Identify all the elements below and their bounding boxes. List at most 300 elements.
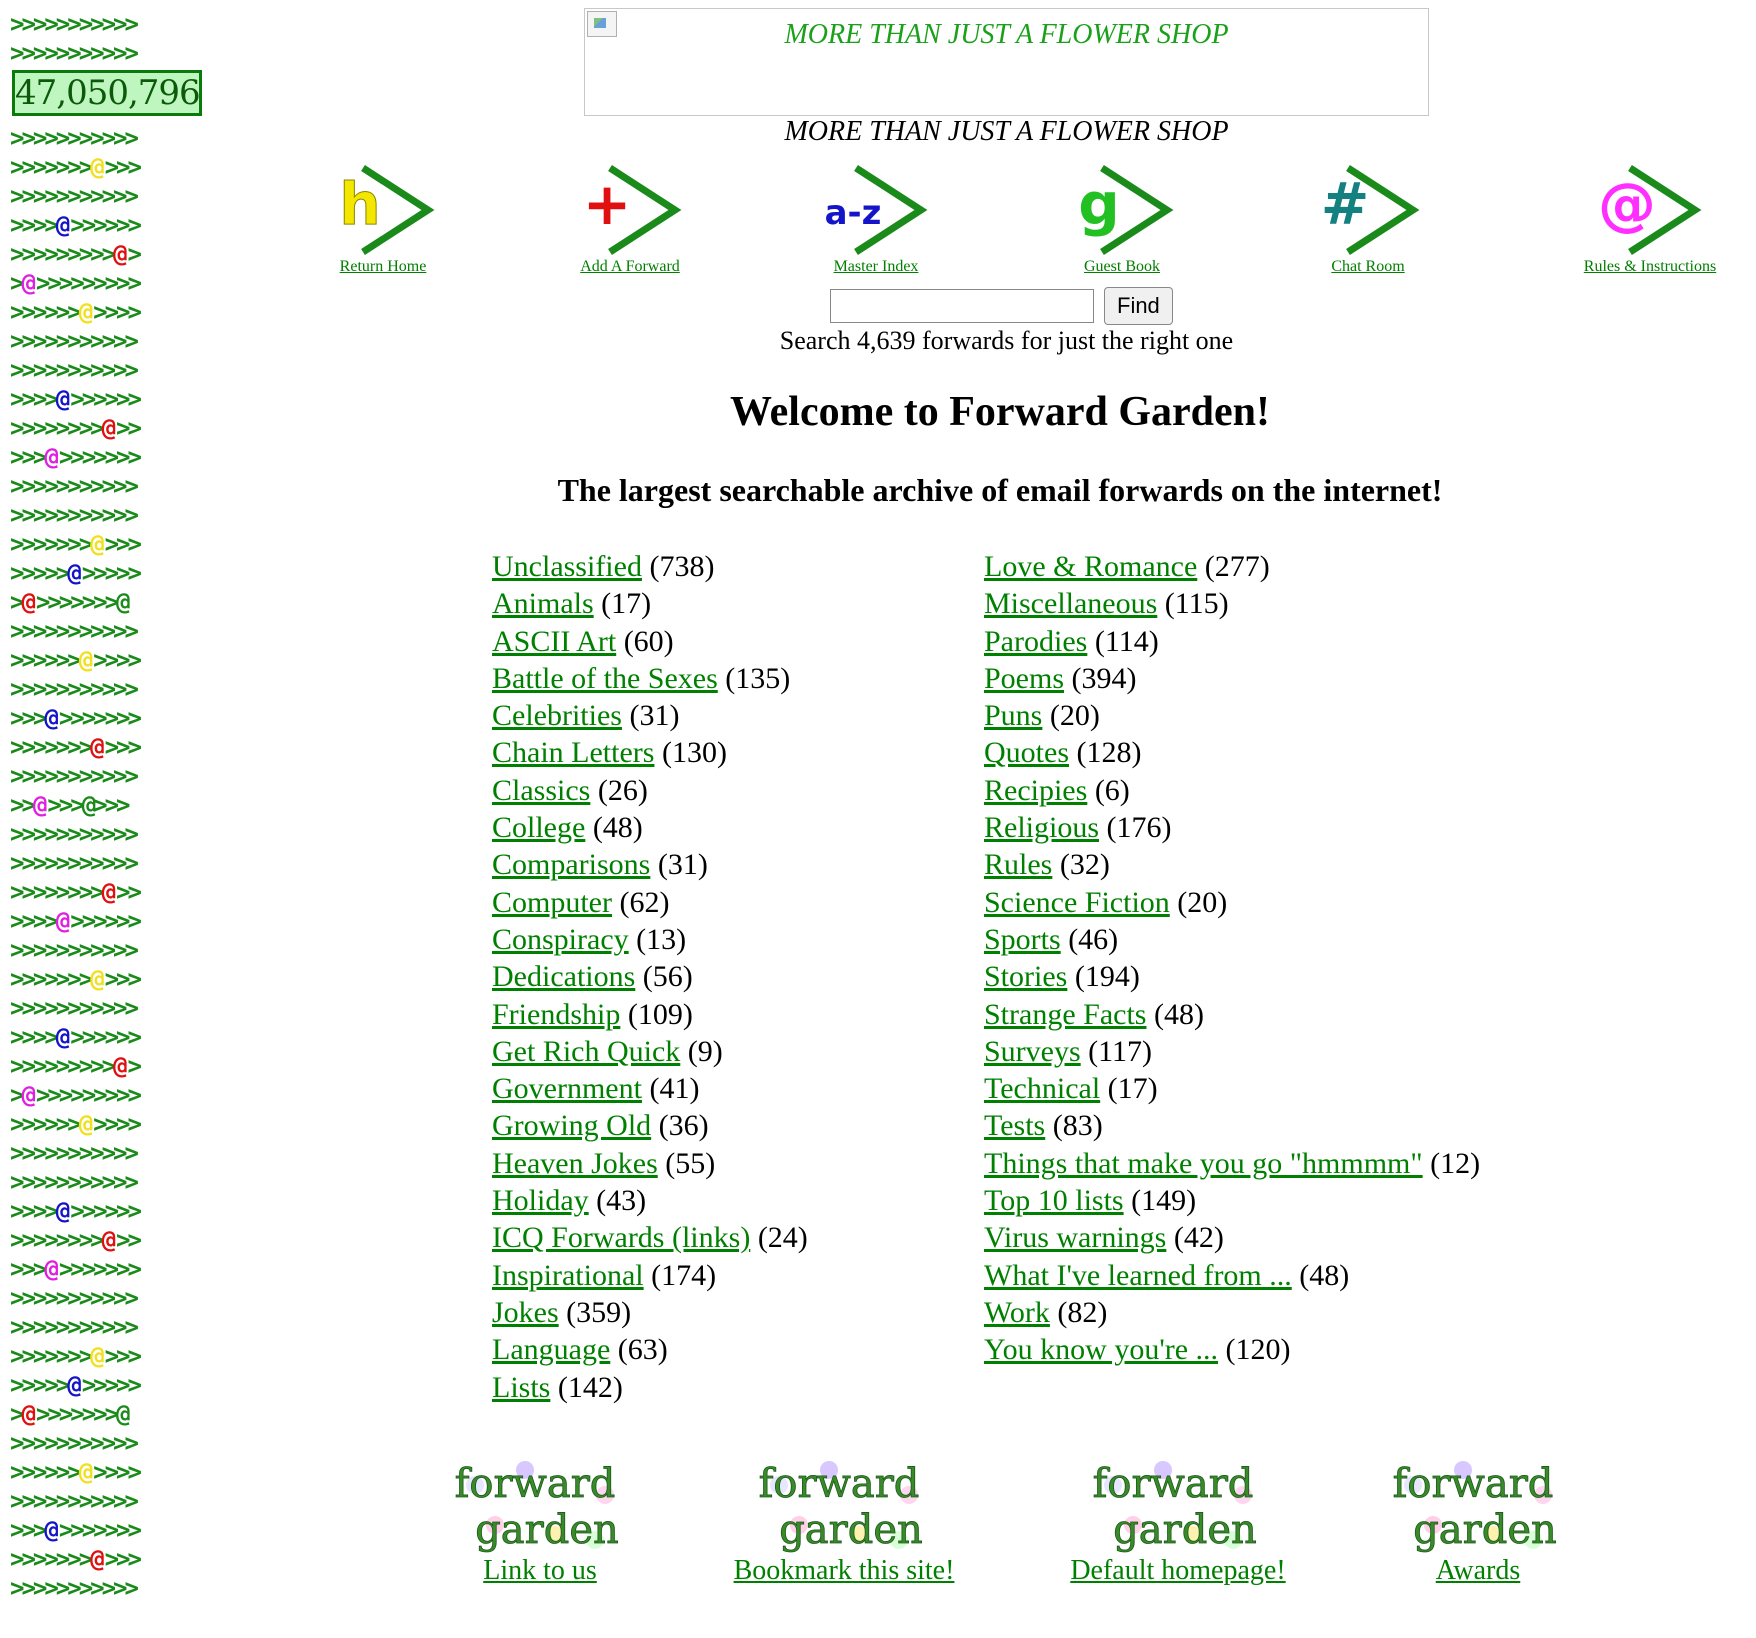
footer-badge bbox=[380, 1455, 700, 1587]
arrow-glyphs: >>> bbox=[104, 965, 139, 993]
category-item bbox=[984, 585, 1480, 622]
category-link[interactable]: Parodies bbox=[984, 624, 1088, 658]
a-z-index-icon[interactable] bbox=[821, 158, 931, 258]
category-count: (56) bbox=[642, 960, 693, 994]
at-symbol-icon: @ bbox=[90, 1342, 105, 1370]
arrow-glyphs: >>>>>>> bbox=[10, 733, 91, 761]
arrow-glyphs: >>>>>>> bbox=[58, 443, 139, 471]
category-count: (194) bbox=[1074, 960, 1140, 994]
at-symbol-icon: @ bbox=[44, 704, 59, 732]
arrow-row bbox=[10, 559, 210, 588]
category-link[interactable]: Celebrities bbox=[492, 699, 622, 733]
category-link[interactable]: Science Fiction bbox=[984, 885, 1170, 919]
hash-chat-icon[interactable] bbox=[1313, 158, 1423, 258]
arrow-glyphs: >>>@>>> bbox=[47, 791, 128, 819]
arrow-glyphs: >>>>>>>>>>> bbox=[10, 936, 136, 964]
category-link[interactable]: Surveys bbox=[984, 1034, 1081, 1068]
at-symbol-icon: @ bbox=[21, 1400, 36, 1428]
category-count: (32) bbox=[1059, 848, 1110, 882]
category-link[interactable]: Work bbox=[984, 1295, 1050, 1329]
category-item bbox=[984, 921, 1480, 958]
category-link[interactable]: Heaven Jokes bbox=[492, 1146, 658, 1180]
arrow-row bbox=[10, 936, 210, 965]
category-link[interactable]: Conspiracy bbox=[492, 922, 629, 956]
arrow-glyphs: > bbox=[10, 588, 22, 616]
category-link[interactable]: Growing Old bbox=[492, 1109, 652, 1143]
arrow-glyphs: >>>>>>>>>>> bbox=[10, 1487, 136, 1515]
page-subtitle: The largest searchable archive of email forwards on the internet! bbox=[557, 472, 1443, 508]
arrow-glyphs: >>>>> bbox=[81, 1371, 139, 1399]
category-item bbox=[492, 585, 808, 622]
category-link[interactable]: Unclassified bbox=[492, 550, 642, 583]
arrow-row bbox=[10, 704, 210, 733]
category-count: (48) bbox=[1299, 1258, 1350, 1292]
category-count: (63) bbox=[617, 1333, 668, 1367]
at-symbol-icon: @ bbox=[55, 1197, 71, 1225]
arrow-glyphs: > bbox=[10, 269, 22, 297]
category-count: (174) bbox=[651, 1258, 717, 1292]
at-symbol-icon: @ bbox=[101, 1226, 117, 1254]
arrow-row bbox=[10, 39, 210, 68]
at-symbol-icon: @ bbox=[67, 1371, 82, 1399]
arrow-row bbox=[10, 327, 210, 356]
arrow-glyphs: >>>> bbox=[93, 298, 139, 326]
category-item bbox=[984, 958, 1480, 995]
category-link[interactable]: Animals bbox=[492, 587, 594, 621]
at-symbol-icon: @ bbox=[78, 646, 94, 674]
arrow-glyphs: >>>>>>>>>>> bbox=[10, 762, 136, 790]
arrow-glyphs: >>>>>>>>>>> bbox=[10, 994, 136, 1022]
arrow-row bbox=[10, 820, 210, 849]
category-link[interactable]: Technical bbox=[984, 1072, 1101, 1106]
category-count: (9) bbox=[687, 1034, 723, 1068]
category-count: (36) bbox=[658, 1109, 709, 1143]
category-link[interactable]: Rules bbox=[984, 848, 1053, 882]
arrow-glyphs: >>>>>> bbox=[10, 646, 79, 674]
arrow-glyphs: >>>>>>>>>>> bbox=[10, 1574, 136, 1602]
nav-item[interactable] bbox=[520, 158, 740, 276]
arrow-row bbox=[10, 675, 210, 704]
category-count: (55) bbox=[665, 1146, 716, 1180]
category-count: (277) bbox=[1204, 550, 1270, 583]
category-link[interactable]: Things that make you go "hmmmm" bbox=[984, 1146, 1423, 1180]
arrow-row bbox=[10, 907, 210, 936]
arrow-glyphs: >>>>>>>>>>> bbox=[10, 124, 136, 152]
category-count: (26) bbox=[597, 773, 648, 807]
nav-glyph: g bbox=[1078, 170, 1120, 238]
category-link[interactable]: Comparisons bbox=[492, 848, 651, 882]
arrow-row bbox=[10, 124, 210, 153]
forward-garden-logo[interactable] bbox=[1093, 1455, 1263, 1555]
arrow-glyphs: >>>>>> bbox=[10, 1110, 79, 1138]
arrow-glyphs: >>>>>>>>>>> bbox=[10, 39, 136, 67]
nav-link[interactable]: Rules & Instructions bbox=[1583, 258, 1717, 275]
category-item bbox=[492, 623, 808, 660]
arrow-glyphs: >>>>>>> bbox=[58, 1255, 139, 1283]
nav-link[interactable]: Add A Forward bbox=[580, 258, 680, 275]
category-count: (31) bbox=[657, 848, 708, 882]
category-count: (115) bbox=[1164, 587, 1229, 621]
category-item bbox=[492, 772, 808, 809]
at-symbol-icon: @ bbox=[90, 965, 105, 993]
search-form bbox=[830, 287, 1173, 325]
arrow-row bbox=[10, 530, 210, 559]
arrow-row bbox=[10, 269, 210, 298]
arrow-glyphs: >>> bbox=[104, 733, 139, 761]
category-item bbox=[492, 548, 808, 585]
category-item bbox=[984, 548, 1480, 585]
nav-glyph: # bbox=[1320, 170, 1370, 238]
category-link[interactable]: Inspirational bbox=[492, 1258, 644, 1292]
category-count: (130) bbox=[661, 736, 727, 770]
category-link[interactable]: What I've learned from ... bbox=[984, 1258, 1292, 1292]
category-item bbox=[984, 846, 1480, 883]
arrow-glyphs: >>>>>>>> bbox=[10, 414, 102, 442]
nav-item[interactable] bbox=[273, 158, 493, 276]
arrow-row bbox=[10, 1284, 210, 1313]
category-item bbox=[984, 734, 1480, 771]
forward-garden-logo[interactable] bbox=[455, 1455, 625, 1555]
arrow-glyphs: >> bbox=[116, 414, 139, 442]
footer-badge bbox=[1318, 1455, 1638, 1587]
arrow-glyphs: > bbox=[127, 240, 139, 268]
arrow-glyphs: >>>>>>>>> bbox=[10, 240, 114, 268]
category-item bbox=[492, 958, 808, 995]
arrow-glyphs: > bbox=[10, 1081, 22, 1109]
category-item bbox=[984, 1070, 1480, 1107]
arrow-glyphs: >>>>> bbox=[10, 1371, 68, 1399]
arrow-row bbox=[10, 1081, 210, 1110]
category-link[interactable]: Lists bbox=[492, 1370, 551, 1404]
at-symbol-icon: @ bbox=[101, 414, 117, 442]
nav-item[interactable] bbox=[1540, 158, 1756, 276]
category-item bbox=[492, 1294, 808, 1331]
category-count: (13) bbox=[636, 922, 687, 956]
arrow-row bbox=[10, 617, 210, 646]
category-link[interactable]: Friendship bbox=[492, 997, 621, 1031]
category-link[interactable]: Chain Letters bbox=[492, 736, 655, 770]
category-item bbox=[984, 1331, 1480, 1368]
at-symbol-icon: @ bbox=[113, 1052, 128, 1080]
svg-text:forward: forward bbox=[759, 1461, 920, 1507]
at-symbol-icon: @ bbox=[90, 530, 105, 558]
arrow-glyphs: >>> bbox=[104, 153, 139, 181]
category-link[interactable]: Sports bbox=[984, 922, 1061, 956]
category-count: (135) bbox=[725, 661, 791, 695]
find-button[interactable]: Find bbox=[1104, 287, 1173, 325]
category-count: (149) bbox=[1131, 1184, 1197, 1218]
category-item bbox=[984, 1257, 1480, 1294]
category-count: (83) bbox=[1052, 1109, 1103, 1143]
category-item bbox=[984, 772, 1480, 809]
category-item bbox=[984, 809, 1480, 846]
category-link[interactable]: ASCII Art bbox=[492, 624, 617, 658]
category-count: (117) bbox=[1088, 1034, 1153, 1068]
category-item bbox=[984, 660, 1480, 697]
category-count: (142) bbox=[557, 1370, 623, 1404]
category-count: (20) bbox=[1049, 699, 1100, 733]
arrow-glyphs: >>>>>> bbox=[70, 1197, 139, 1225]
category-link[interactable]: Poems bbox=[984, 661, 1065, 695]
category-link[interactable]: Government bbox=[492, 1072, 642, 1106]
arrow-glyphs: >>>>>> bbox=[10, 298, 79, 326]
category-item bbox=[492, 809, 808, 846]
arrow-glyphs: >>> bbox=[10, 443, 45, 471]
arrow-glyphs: >>>> bbox=[93, 1458, 139, 1486]
arrow-glyphs: >>>>>> bbox=[10, 1458, 79, 1486]
arrow-row bbox=[10, 1023, 210, 1052]
category-link[interactable]: Computer bbox=[492, 885, 612, 919]
category-count: (17) bbox=[1107, 1072, 1158, 1106]
category-count: (24) bbox=[757, 1221, 808, 1255]
category-link[interactable]: Jokes bbox=[492, 1295, 559, 1329]
nav-item[interactable] bbox=[1258, 158, 1478, 276]
banner-tagline: MORE THAN JUST A FLOWER SHOP bbox=[784, 116, 1229, 147]
category-item bbox=[492, 660, 808, 697]
arrow-row bbox=[10, 791, 210, 820]
category-link[interactable]: College bbox=[492, 811, 586, 845]
category-count: (17) bbox=[601, 587, 652, 621]
nav-link[interactable]: Guest Book bbox=[1084, 258, 1160, 275]
category-item bbox=[492, 921, 808, 958]
category-link[interactable]: Get Rich Quick bbox=[492, 1034, 681, 1068]
arrow-glyphs: >>>>>>>@ bbox=[35, 588, 128, 616]
arrow-row bbox=[10, 1400, 210, 1429]
arrow-row bbox=[10, 878, 210, 907]
category-item bbox=[492, 1033, 808, 1070]
arrow-glyphs: >>>>>>> bbox=[10, 153, 91, 181]
arrow-glyphs: >>>>>>> bbox=[10, 965, 91, 993]
arrow-glyphs: > bbox=[127, 1052, 139, 1080]
category-list-left bbox=[492, 548, 808, 1406]
category-link[interactable]: Miscellaneous bbox=[984, 587, 1158, 621]
arrow-glyphs: >>>>>>>>> bbox=[35, 1081, 139, 1109]
svg-text:garden: garden bbox=[1413, 1507, 1557, 1553]
category-item bbox=[492, 1369, 808, 1406]
footer-badge bbox=[684, 1455, 1004, 1587]
arrow-row bbox=[10, 10, 210, 39]
category-count: (738) bbox=[649, 550, 715, 583]
category-link[interactable]: Stories bbox=[984, 960, 1068, 994]
arrow-glyphs: > bbox=[10, 1400, 22, 1428]
arrow-row bbox=[10, 1429, 210, 1458]
category-count: (20) bbox=[1177, 885, 1228, 919]
arrow-glyphs: >>>>>>> bbox=[10, 1342, 91, 1370]
arrow-row bbox=[10, 356, 210, 385]
arrow-glyphs: >>>>>>>@ bbox=[35, 1400, 128, 1428]
arrow-glyphs: >>>>>>>>>>> bbox=[10, 327, 136, 355]
category-link[interactable]: Top 10 lists bbox=[984, 1184, 1124, 1218]
arrow-glyphs: >>>>>>>>>>> bbox=[10, 675, 136, 703]
category-link[interactable]: Dedications bbox=[492, 960, 636, 994]
category-link[interactable]: Quotes bbox=[984, 736, 1069, 770]
at-symbol-icon: @ bbox=[21, 269, 36, 297]
arrow-glyphs: >>>>>>> bbox=[58, 704, 139, 732]
arrow-row bbox=[10, 762, 210, 791]
arrow-glyphs: >>>> bbox=[10, 1197, 56, 1225]
arrow-glyphs: >>>>>>>>> bbox=[35, 269, 139, 297]
category-count: (82) bbox=[1057, 1295, 1108, 1329]
category-count: (176) bbox=[1106, 811, 1172, 845]
category-item bbox=[984, 884, 1480, 921]
category-item bbox=[492, 1257, 808, 1294]
nav-link[interactable]: Master Index bbox=[833, 258, 919, 275]
forward-garden-logo[interactable] bbox=[1393, 1455, 1563, 1555]
arrow-glyphs: >>>>>>>>>>> bbox=[10, 849, 136, 877]
arrow-row bbox=[10, 211, 210, 240]
category-link[interactable]: Religious bbox=[984, 811, 1100, 845]
arrow-glyphs: >>>>>>> bbox=[10, 530, 91, 558]
arrow-glyphs: >>>>>>>>>>> bbox=[10, 472, 136, 500]
svg-text:garden: garden bbox=[1113, 1507, 1257, 1553]
arrow-row bbox=[10, 443, 210, 472]
nav-link[interactable]: Chat Room bbox=[1331, 258, 1405, 275]
arrow-row bbox=[10, 182, 210, 211]
category-count: (48) bbox=[1153, 997, 1204, 1031]
arrow-glyphs: >>>>>>>>>>> bbox=[10, 356, 136, 384]
at-symbol-icon: @ bbox=[21, 1081, 36, 1109]
category-link[interactable]: Language bbox=[492, 1333, 611, 1367]
category-link[interactable]: ICQ Forwards (links) bbox=[492, 1221, 751, 1255]
category-count: (359) bbox=[566, 1295, 632, 1329]
arrow-glyphs: >>> bbox=[10, 704, 45, 732]
at-symbol-icon: @ bbox=[44, 1255, 59, 1283]
category-link[interactable]: Battle of the Sexes bbox=[492, 661, 718, 695]
arrow-glyphs: >>>>>>>>>>> bbox=[10, 10, 136, 38]
category-link[interactable]: Classics bbox=[492, 773, 591, 807]
arrow-glyphs: >>>>>>> bbox=[10, 1545, 91, 1573]
category-count: (120) bbox=[1225, 1333, 1291, 1367]
arrow-glyphs: >>>>>>>>>>> bbox=[10, 182, 136, 210]
at-symbol-icon: @ bbox=[44, 1516, 59, 1544]
category-link[interactable]: Love & Romance bbox=[984, 550, 1198, 583]
arrow-row bbox=[10, 1313, 210, 1342]
category-link[interactable]: Virus warnings bbox=[984, 1221, 1167, 1255]
search-caption: Search 4,639 forwards for just the right one bbox=[779, 326, 1234, 355]
svg-text:forward: forward bbox=[1093, 1461, 1254, 1507]
category-count: (41) bbox=[649, 1072, 700, 1106]
footer-link[interactable]: Awards bbox=[1435, 1555, 1521, 1586]
svg-text:forward: forward bbox=[1393, 1461, 1554, 1507]
nav-glyph: h bbox=[339, 170, 381, 238]
arrow-glyphs: >>>>>>>>>>> bbox=[10, 1168, 136, 1196]
category-item bbox=[492, 1182, 808, 1219]
arrow-glyphs: >>>>>>>>>>> bbox=[10, 501, 136, 529]
at-symbol-icon: @ bbox=[78, 1458, 94, 1486]
at-symbol-icon: @ bbox=[55, 907, 71, 935]
arrow-glyphs: >>>>>> bbox=[70, 385, 139, 413]
category-count: (60) bbox=[623, 624, 674, 658]
arrow-row bbox=[10, 472, 210, 501]
footer-badge bbox=[1018, 1455, 1338, 1587]
banner-ad[interactable] bbox=[584, 8, 1429, 116]
category-item bbox=[984, 1107, 1480, 1144]
arrow-glyphs: >>>>>> bbox=[70, 1023, 139, 1051]
arrow-glyphs: >>> bbox=[10, 1255, 45, 1283]
hit-counter: 47,050,796 bbox=[12, 70, 202, 116]
category-item bbox=[492, 1219, 808, 1256]
footer-link[interactable]: Bookmark this site! bbox=[733, 1555, 955, 1586]
category-link[interactable]: Strange Facts bbox=[984, 997, 1147, 1031]
arrow-glyphs: >> bbox=[10, 791, 33, 819]
arrow-glyphs: >>>> bbox=[10, 907, 56, 935]
arrow-row bbox=[10, 414, 210, 443]
arrow-row bbox=[10, 501, 210, 530]
arrow-glyphs: >>>>>>>>>>> bbox=[10, 1139, 136, 1167]
at-symbol-icon: @ bbox=[78, 1110, 94, 1138]
category-link[interactable]: Holiday bbox=[492, 1184, 589, 1218]
category-count: (394) bbox=[1071, 661, 1137, 695]
category-item bbox=[984, 697, 1480, 734]
category-item bbox=[492, 846, 808, 883]
category-count: (114) bbox=[1094, 624, 1159, 658]
home-icon[interactable] bbox=[328, 158, 438, 258]
arrow-glyphs: >>>>>> bbox=[70, 907, 139, 935]
arrow-row bbox=[10, 646, 210, 675]
arrow-row bbox=[10, 588, 210, 617]
category-link[interactable]: You know you're ... bbox=[984, 1333, 1219, 1367]
footer-link[interactable]: Default homepage! bbox=[1070, 1555, 1286, 1586]
plus-icon[interactable] bbox=[575, 158, 685, 258]
category-item bbox=[492, 996, 808, 1033]
footer-link[interactable]: Link to us bbox=[483, 1555, 597, 1586]
category-item bbox=[984, 996, 1480, 1033]
category-link[interactable]: Tests bbox=[984, 1109, 1046, 1143]
forward-garden-logo[interactable] bbox=[759, 1455, 929, 1555]
arrow-glyphs: >>>> bbox=[93, 1110, 139, 1138]
guestbook-icon[interactable] bbox=[1067, 158, 1177, 258]
at-symbol-icon: @ bbox=[21, 588, 36, 616]
category-item bbox=[984, 1182, 1480, 1219]
arrow-glyphs: >>>>>>>>>>> bbox=[10, 617, 136, 645]
at-symbol-icon: @ bbox=[32, 791, 48, 819]
category-count: (31) bbox=[629, 699, 680, 733]
arrow-row bbox=[10, 298, 210, 327]
arrow-glyphs: >>> bbox=[104, 1545, 139, 1573]
nav-item[interactable] bbox=[766, 158, 986, 276]
decorative-sidebar bbox=[10, 10, 210, 1603]
nav-glyph: @ bbox=[1598, 170, 1656, 238]
category-list-right bbox=[984, 548, 1480, 1369]
search-input[interactable] bbox=[830, 289, 1094, 323]
arrow-glyphs: >>>>>>>>> bbox=[10, 1052, 114, 1080]
category-count: (6) bbox=[1094, 773, 1130, 807]
arrow-glyphs: >>>>> bbox=[81, 559, 139, 587]
arrow-glyphs: >>>>>>>>>>> bbox=[10, 1313, 136, 1341]
category-item bbox=[492, 697, 808, 734]
at-symbol-icon: @ bbox=[55, 385, 71, 413]
arrow-glyphs: >>>> bbox=[10, 211, 56, 239]
arrow-row bbox=[10, 1458, 210, 1487]
nav-glyph: a-z bbox=[824, 193, 882, 233]
category-item bbox=[984, 1219, 1480, 1256]
category-item bbox=[984, 1145, 1480, 1182]
category-link[interactable]: Recipies bbox=[984, 773, 1088, 807]
arrow-row bbox=[10, 1545, 210, 1574]
nav-item[interactable] bbox=[1012, 158, 1232, 276]
arrow-row bbox=[10, 1197, 210, 1226]
arrow-glyphs: >>>>>>> bbox=[58, 1516, 139, 1544]
arrow-glyphs: >>>> bbox=[10, 1023, 56, 1051]
nav-link[interactable]: Return Home bbox=[339, 258, 427, 275]
category-count: (128) bbox=[1076, 736, 1142, 770]
arrow-glyphs: >>>>>>>> bbox=[10, 1226, 102, 1254]
category-item bbox=[492, 734, 808, 771]
banner-alt-text: MORE THAN JUST A FLOWER SHOP bbox=[784, 19, 1229, 50]
arrow-glyphs: >> bbox=[116, 1226, 139, 1254]
at-rules-icon[interactable] bbox=[1595, 158, 1705, 258]
category-link[interactable]: Puns bbox=[984, 699, 1043, 733]
